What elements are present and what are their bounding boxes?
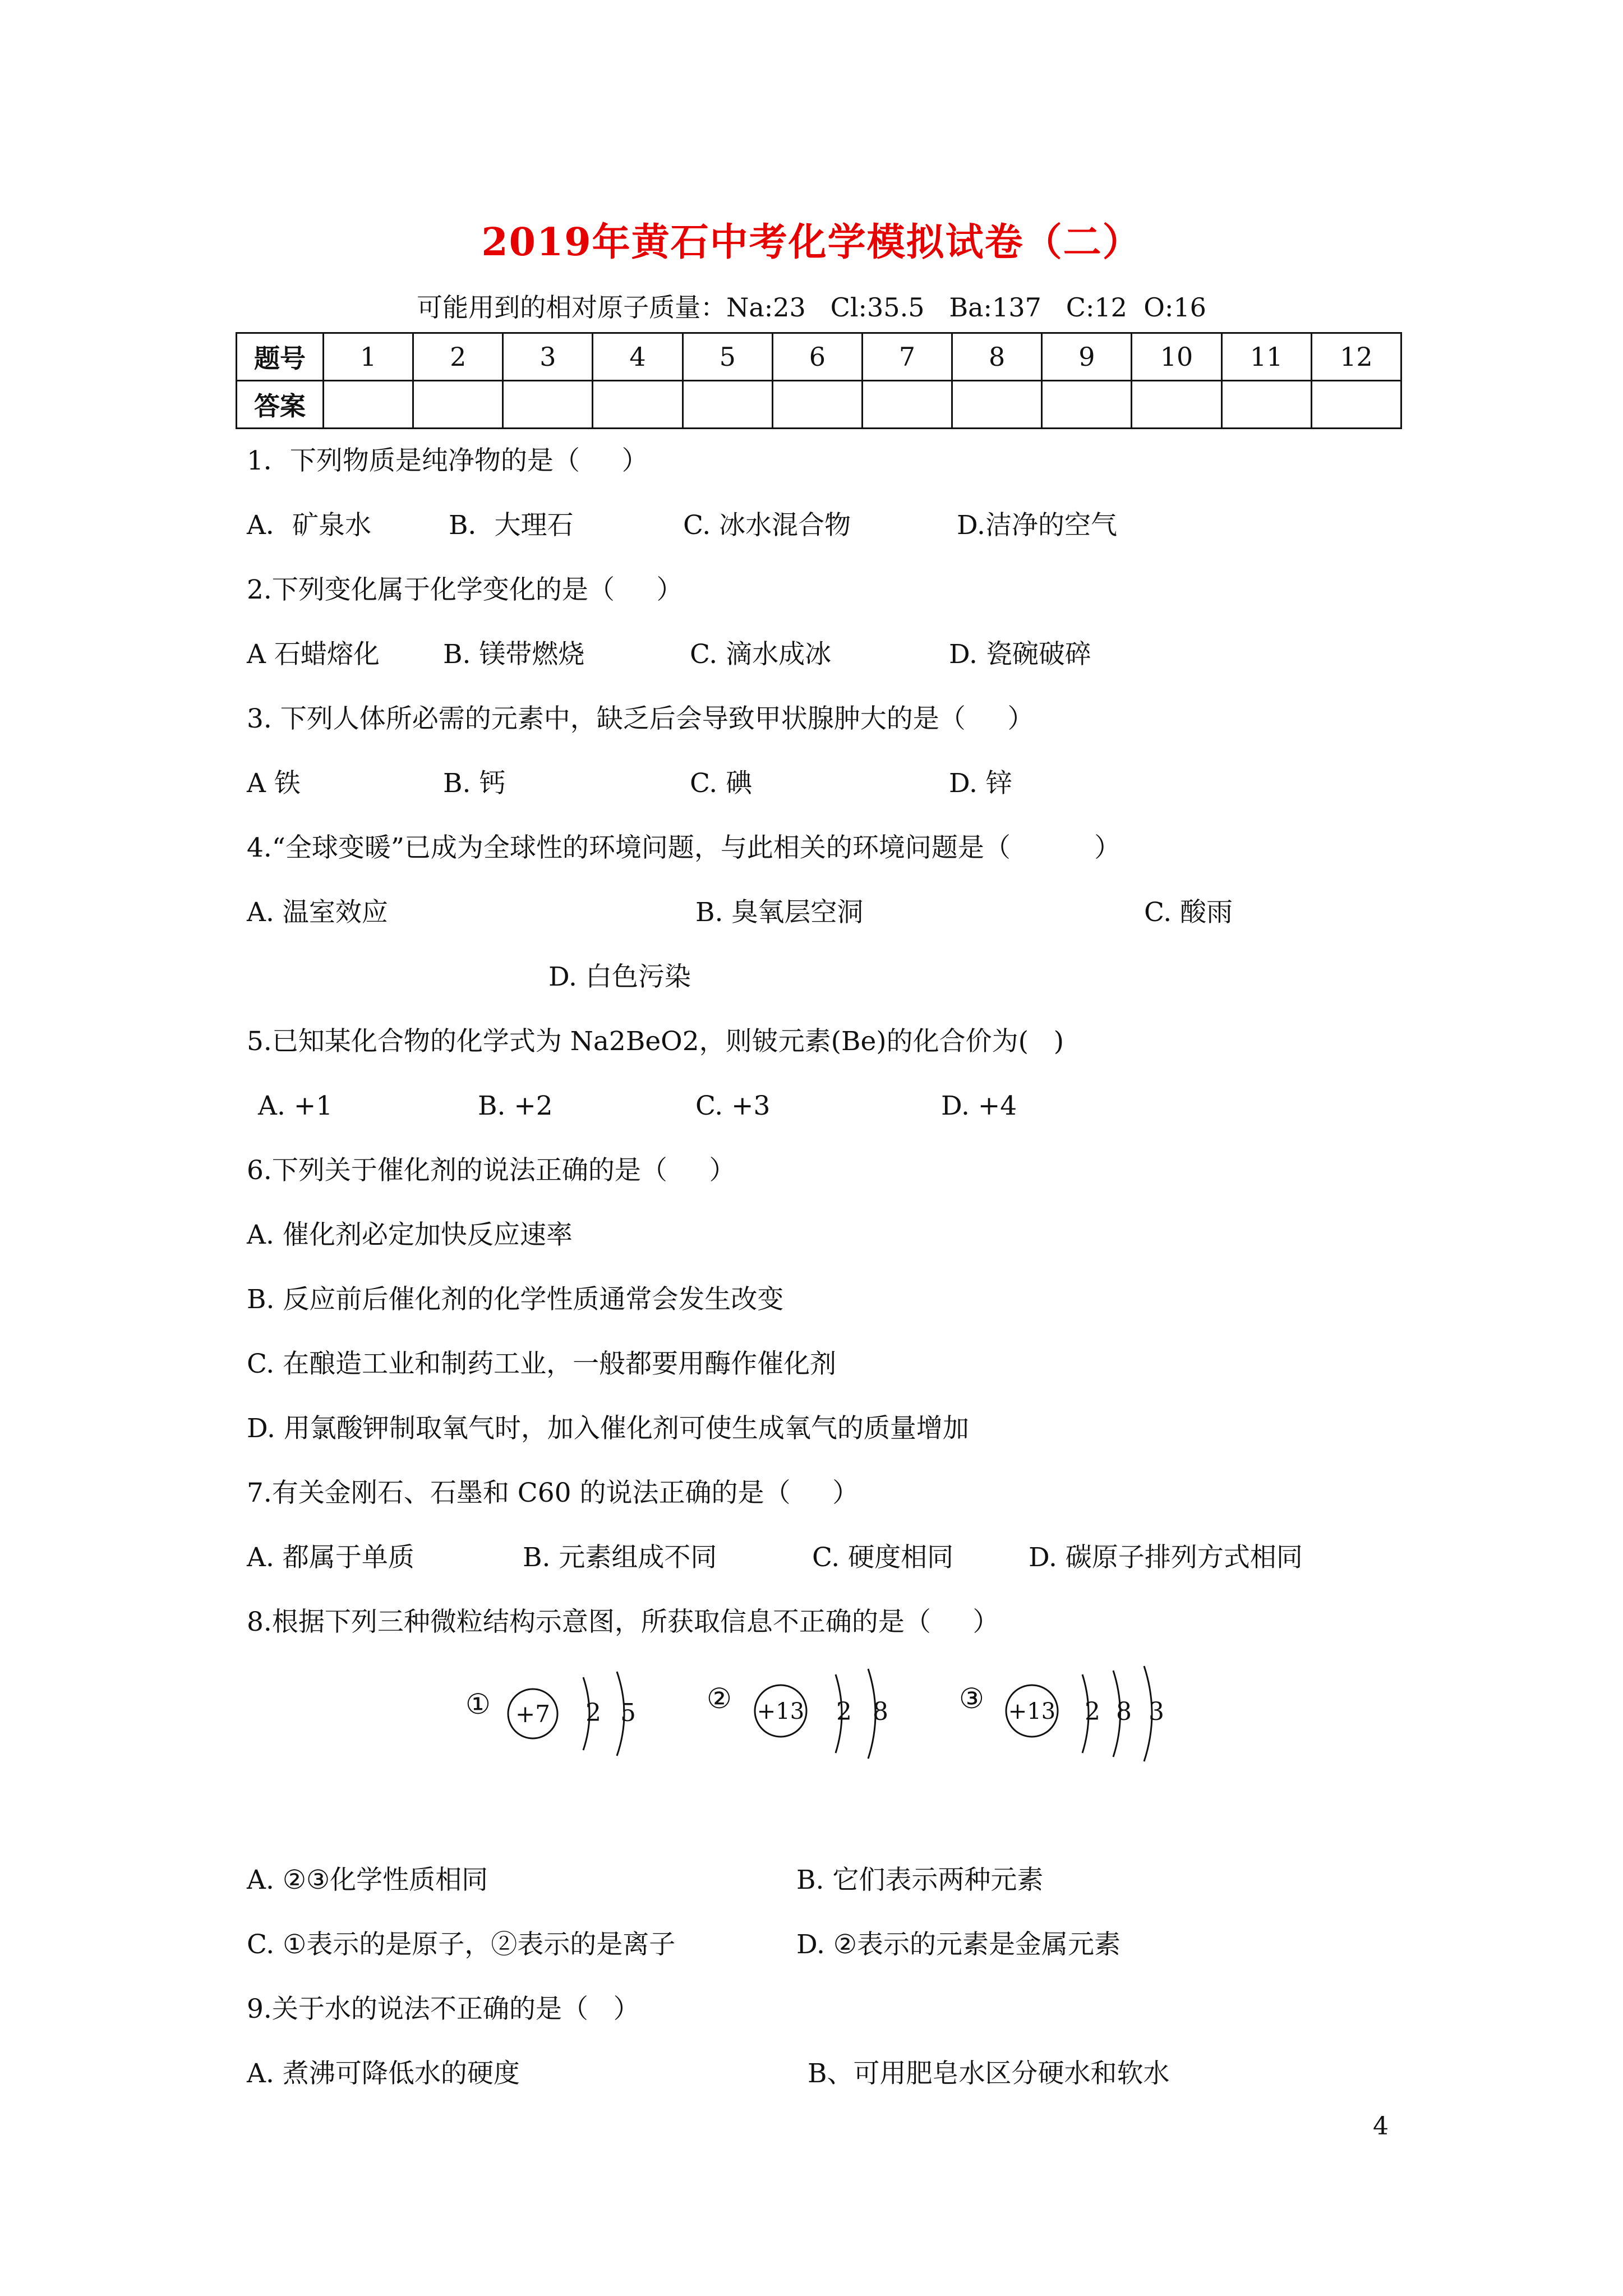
- table-cell: 10: [1132, 333, 1221, 381]
- answer-table: [236, 332, 1402, 429]
- answer-cell[interactable]: [862, 381, 952, 429]
- q7-option-c: C. 硬度相同: [812, 1542, 954, 1573]
- question-2-stem: 2.下列变化属于化学变化的是（ ）: [247, 574, 683, 605]
- table-cell: 4: [593, 333, 683, 381]
- answer-cell[interactable]: [413, 381, 503, 429]
- q1-option-a: A．矿泉水: [247, 510, 371, 541]
- q5-option-b: B. +2: [478, 1091, 553, 1121]
- table-cell: 5: [683, 333, 772, 381]
- particle-3-shell-electrons: 8: [1116, 1697, 1132, 1726]
- q8-option-a: A. ②③化学性质相同: [247, 1865, 488, 1895]
- q3-option-d: D. 锌: [949, 768, 1012, 799]
- q8-option-c: C. ①表示的是原子，②表示的是离子: [247, 1929, 676, 1960]
- q2-option-d: D. 瓷碗破碎: [949, 639, 1091, 670]
- q4-option-b: B. 臭氧层空洞: [695, 897, 864, 928]
- particle-1-nucleus-charge: +7: [515, 1700, 550, 1728]
- answer-cell[interactable]: [503, 381, 593, 429]
- q4-option-c: C. 酸雨: [1144, 897, 1233, 928]
- table-cell: 12: [1311, 333, 1401, 381]
- answer-cell[interactable]: [1221, 381, 1311, 429]
- answer-cell[interactable]: [324, 381, 413, 429]
- table-cell: 7: [862, 333, 952, 381]
- table-cell: 2: [413, 333, 503, 381]
- q6-option-b: B. 反应前后催化剂的化学性质通常会发生改变: [247, 1284, 784, 1315]
- q5-option-c: C. +3: [695, 1091, 771, 1121]
- q6-option-d: D. 用氯酸钾制取氧气时，加入催化剂可使生成氧气的质量增加: [247, 1413, 969, 1444]
- particle-3-shell-electrons: 3: [1149, 1697, 1164, 1726]
- answer-header: 答案: [237, 381, 324, 429]
- q2-option-b: B. 镁带燃烧: [443, 639, 585, 670]
- q2-option-a: A 石蜡熔化: [247, 639, 380, 670]
- question-3-stem: 3. 下列人体所必需的元素中，缺乏后会导致甲状腺肿大的是（ ）: [247, 703, 1034, 734]
- q4-option-a: A. 温室效应: [247, 897, 388, 928]
- particle-2-nucleus-charge: +13: [757, 1699, 805, 1724]
- particle-2-shell-electrons: 2: [836, 1697, 852, 1726]
- q1-option-b: B．大理石: [449, 510, 574, 541]
- q7-option-a: A. 都属于单质: [247, 1542, 414, 1573]
- q5-option-d: D. +4: [941, 1091, 1017, 1121]
- answer-cell[interactable]: [593, 381, 683, 429]
- table-cell: 6: [772, 333, 862, 381]
- page-title: 2019年黄石中考化学模拟试卷（二）: [481, 220, 1142, 265]
- particle-structure-diagram: [449, 1655, 1200, 1773]
- q1-option-c: C. 冰水混合物: [683, 510, 851, 541]
- q3-option-a: A 铁: [247, 768, 301, 799]
- answer-cell[interactable]: [952, 381, 1042, 429]
- q1-option-d: D.洁净的空气: [957, 510, 1117, 541]
- q7-option-b: B. 元素组成不同: [523, 1542, 717, 1573]
- answer-cell[interactable]: [1042, 381, 1132, 429]
- answer-cell[interactable]: [1132, 381, 1221, 429]
- q8-option-b: B. 它们表示两种元素: [796, 1865, 1044, 1895]
- answer-cell[interactable]: [772, 381, 862, 429]
- particle-1-shell-electrons: 5: [620, 1699, 636, 1727]
- particle-3-label: ③: [959, 1682, 984, 1715]
- question-9-stem: 9.关于水的说法不正确的是（ ）: [247, 1994, 640, 2024]
- table-cell: 8: [952, 333, 1042, 381]
- answer-cell[interactable]: [1311, 381, 1401, 429]
- q9-option-b: B、可用肥皂水区分硬水和软水: [808, 2058, 1170, 2089]
- question-4-stem: 4.“全球变暖”已成为全球性的环境问题，与此相关的环境问题是（ ）: [247, 832, 1121, 863]
- particle-3-shell-electrons: 2: [1085, 1697, 1100, 1726]
- answer-cell[interactable]: [683, 381, 772, 429]
- particle-1-shell-electrons: 2: [585, 1699, 601, 1727]
- table-cell: 1: [324, 333, 413, 381]
- table-row: [237, 381, 1401, 429]
- question-8-stem: 8.根据下列三种微粒结构示意图，所获取信息不正确的是（ ）: [247, 1607, 999, 1637]
- question-1-stem: 1．下列物质是纯净物的是（ ）: [247, 445, 648, 476]
- q3-option-c: C. 碘: [690, 768, 753, 799]
- table-cell: 3: [503, 333, 593, 381]
- table-cell: 9: [1042, 333, 1132, 381]
- q3-option-b: B. 钙: [443, 768, 506, 799]
- q9-option-a: A. 煮沸可降低水的硬度: [247, 2058, 520, 2089]
- q6-option-a: A. 催化剂必定加快反应速率: [247, 1220, 573, 1250]
- question-7-stem: 7.有关金刚石、石墨和 C60 的说法正确的是（ ）: [247, 1478, 859, 1508]
- particle-2-shell-electrons: 8: [873, 1697, 888, 1726]
- particle-2-label: ②: [707, 1682, 732, 1715]
- table-row: [237, 333, 1401, 381]
- particle-1-label: ①: [465, 1688, 491, 1720]
- q7-option-d: D. 碳原子排列方式相同: [1029, 1542, 1303, 1573]
- q8-option-d: D. ②表示的元素是金属元素: [796, 1929, 1121, 1960]
- q5-option-a: A. +1: [258, 1091, 333, 1121]
- atomic-masses: 可能用到的相对原子质量：Na:23 Cl:35.5 Ba:137 C:12 O:16: [417, 292, 1206, 323]
- question-number-header: 题号: [237, 333, 324, 381]
- q4-option-d: D. 白色污染: [548, 961, 691, 992]
- table-cell: 11: [1221, 333, 1311, 381]
- page-number: 4: [1373, 2112, 1389, 2141]
- question-5-stem: 5.已知某化合物的化学式为 Na2BeO2，则铍元素(Be)的化合价为( ): [247, 1026, 1064, 1057]
- particle-3-nucleus-charge: +13: [1008, 1699, 1056, 1724]
- q6-option-c: C. 在酿造工业和制药工业，一般都要用酶作催化剂: [247, 1349, 837, 1379]
- q2-option-c: C. 滴水成冰: [690, 639, 832, 670]
- question-6-stem: 6.下列关于催化剂的说法正确的是（ ）: [247, 1155, 736, 1186]
